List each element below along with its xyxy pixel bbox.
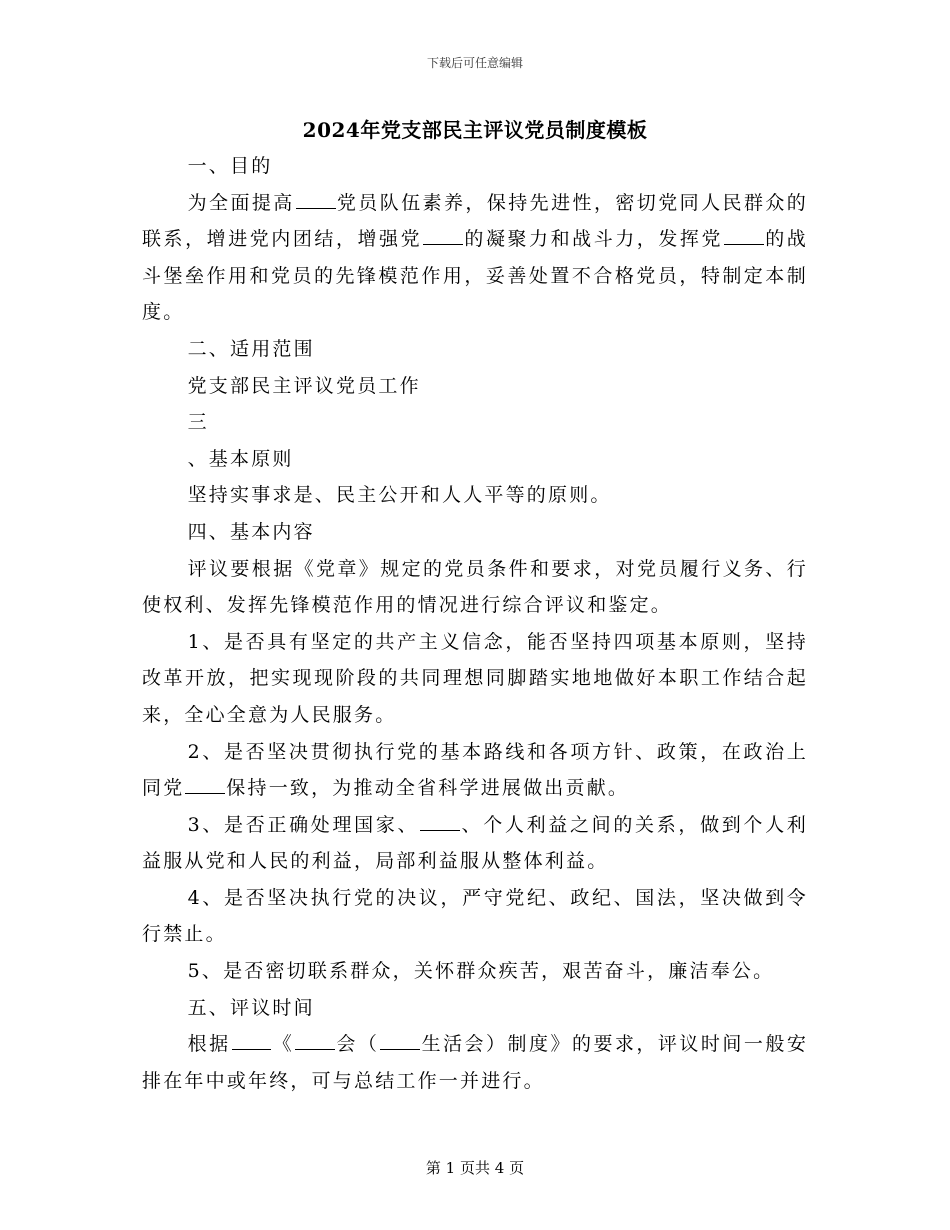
fill-blank [380, 1032, 420, 1050]
section-heading-scope: 二、适用范围 [187, 337, 315, 360]
list-item-5: 5、是否密切联系群众，关怀群众疾苦，艰苦奋斗，廉洁奉公。 [187, 960, 775, 983]
section-heading-time: 五、评议时间 [187, 996, 315, 1019]
fill-blank [185, 776, 225, 794]
section-heading-purpose: 一、目的 [187, 155, 273, 177]
page-indicator: 第 1 页共 4 页 [425, 1159, 525, 1177]
document-body [142, 148, 808, 1099]
fill-blank [724, 227, 764, 245]
fill-blank [420, 813, 460, 831]
paragraph-principles: 坚持实事求是、民主公开和人人平等的原则。 [187, 484, 612, 507]
list-item-2: 2、是否坚决贯彻执行党的基本路线和各项方针、政策，在政治上同党 保持一致，为推动全省科学进展做出贡献。 [142, 740, 808, 800]
section-heading-principles-number: 三 [187, 411, 209, 434]
paragraph-content-intro: 评议要根据《党章》规定的党员条件和要求，对党员履行义务、行使权利、发挥先锋模范作用的情况进行综合评议和鉴定。 [142, 557, 808, 617]
section-heading-content: 四、基本内容 [187, 520, 315, 543]
paragraph-scope: 党支部民主评议党员工作 [187, 374, 421, 397]
list-item-1: 1、是否具有坚定的共产主义信念，能否坚持四项基本原则，坚持改革开放，把实现现阶段的共同理想同脚踏实地地做好本职工作结合起来，全心全意为人民服务。 [142, 630, 808, 726]
paragraph-time: 根据 《 会（ 生活会）制度》的要求，评议时间一般安排在年中或年终，可与总结工作一并进行。 [142, 1033, 809, 1092]
list-item-3: 3、是否正确处理国家、 、个人利益之间的关系，做到个人利益服从党和人民的利益，局部利益服从整体利益。 [142, 813, 808, 873]
fill-blank [232, 1032, 272, 1050]
list-item-4: 4、是否坚决执行党的决议，严守党纪、政纪、国法，坚决做到令行禁止。 [142, 886, 808, 946]
fill-blank [423, 227, 463, 245]
header-note: 下载后可任意编辑 [426, 56, 523, 70]
document-title: 2024年党支部民主评议党员制度模板 [302, 118, 648, 142]
fill-blank [296, 191, 336, 209]
section-heading-principles: 、基本原则 [187, 447, 294, 470]
fill-blank [295, 1032, 335, 1050]
paragraph-purpose: 为全面提高 党员队伍素养，保持先进性，密切党同人民群众的联系，增进党内团结，增强党 的凝聚力和战斗力，发挥党 的战斗堡垒作用和党员的先锋模范作用，妥善处置不合格党员，特制定本制度。 [142, 191, 808, 324]
